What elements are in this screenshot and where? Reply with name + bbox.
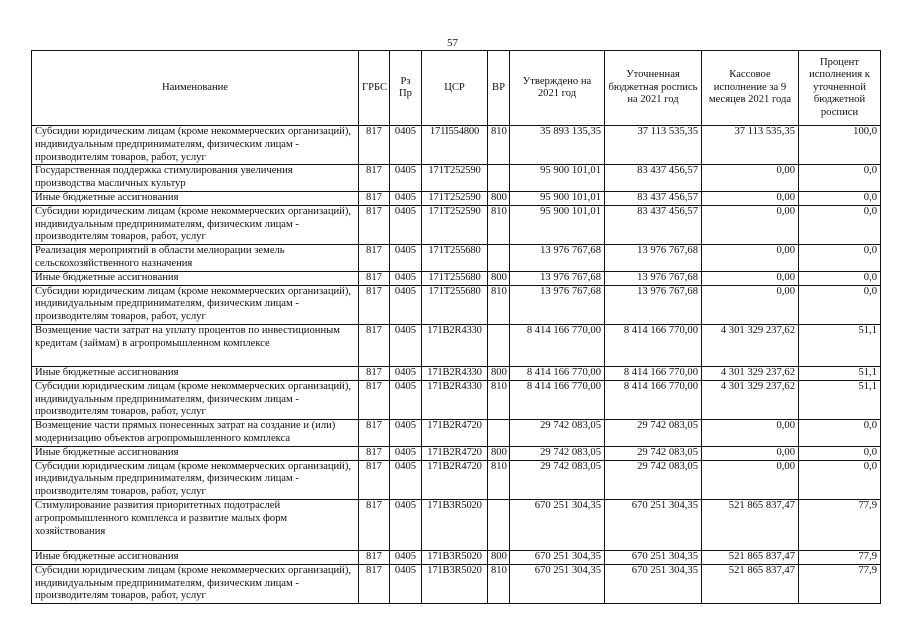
cell-approved: 35 893 135,35 (510, 126, 605, 165)
cell-refined: 29 742 083,05 (605, 446, 702, 460)
cell-percent: 0,0 (799, 191, 881, 205)
cell-approved: 670 251 304,35 (510, 499, 605, 550)
cell-csr: 171T252590 (422, 165, 488, 192)
cell-cash: 4 301 329 237,62 (702, 324, 799, 366)
cell-csr: 171B2R4720 (422, 460, 488, 499)
cell-name: Иные бюджетные ассигнования (32, 550, 359, 564)
col-header-vr: ВР (488, 51, 510, 126)
cell-csr: 171B2R4720 (422, 446, 488, 460)
cell-approved: 13 976 767,68 (510, 285, 605, 324)
cell-rzpr: 0405 (390, 380, 422, 419)
cell-approved: 95 900 101,01 (510, 191, 605, 205)
cell-name: Иные бюджетные ассигнования (32, 191, 359, 205)
cell-vr: 810 (488, 460, 510, 499)
cell-csr: 171B2R4720 (422, 420, 488, 447)
cell-refined: 29 742 083,05 (605, 420, 702, 447)
cell-grbs: 817 (359, 324, 390, 366)
cell-percent: 77,9 (799, 550, 881, 564)
cell-rzpr: 0405 (390, 420, 422, 447)
cell-approved: 13 976 767,68 (510, 245, 605, 272)
cell-vr: 810 (488, 564, 510, 603)
cell-grbs: 817 (359, 126, 390, 165)
col-header-approved: Утверждено на 2021 год (510, 51, 605, 126)
cell-vr: 800 (488, 191, 510, 205)
table-row (32, 420, 881, 447)
cell-refined: 13 976 767,68 (605, 271, 702, 285)
cell-cash: 0,00 (702, 285, 799, 324)
cell-refined: 83 437 456,57 (605, 191, 702, 205)
cell-approved: 13 976 767,68 (510, 271, 605, 285)
cell-name: Иные бюджетные ассигнования (32, 271, 359, 285)
cell-percent: 51,1 (799, 366, 881, 380)
cell-name: Иные бюджетные ассигнования (32, 446, 359, 460)
cell-name: Субсидии юридическим лицам (кроме некоммерческих организаций), индивидуальным предпринимателям, физическим лицам - производителям товаров, работ, услуг (32, 380, 359, 419)
cell-percent: 77,9 (799, 499, 881, 550)
cell-vr (488, 245, 510, 272)
col-header-cash: Кассовое исполнение за 9 месяцев 2021 года (702, 51, 799, 126)
cell-rzpr: 0405 (390, 366, 422, 380)
cell-refined: 8 414 166 770,00 (605, 380, 702, 419)
table-row (32, 564, 881, 603)
cell-rzpr: 0405 (390, 460, 422, 499)
cell-grbs: 817 (359, 564, 390, 603)
cell-vr: 810 (488, 285, 510, 324)
cell-vr: 800 (488, 271, 510, 285)
cell-csr: 171B2R4330 (422, 380, 488, 419)
cell-cash: 0,00 (702, 271, 799, 285)
cell-rzpr: 0405 (390, 191, 422, 205)
cell-approved: 29 742 083,05 (510, 420, 605, 447)
cell-vr: 810 (488, 126, 510, 165)
cell-rzpr: 0405 (390, 499, 422, 550)
cell-approved: 29 742 083,05 (510, 460, 605, 499)
cell-rzpr: 0405 (390, 285, 422, 324)
cell-vr: 810 (488, 205, 510, 244)
cell-percent: 0,0 (799, 165, 881, 192)
cell-vr: 800 (488, 446, 510, 460)
cell-percent: 0,0 (799, 205, 881, 244)
cell-rzpr: 0405 (390, 245, 422, 272)
cell-approved: 95 900 101,01 (510, 165, 605, 192)
cell-approved: 95 900 101,01 (510, 205, 605, 244)
cell-name: Субсидии юридическим лицам (кроме некоммерческих организаций), индивидуальным предпринимателям, физическим лицам - производителям товаров, работ, услуг (32, 460, 359, 499)
budget-execution-table (31, 50, 881, 604)
table-row (32, 205, 881, 244)
cell-percent: 0,0 (799, 460, 881, 499)
cell-rzpr: 0405 (390, 550, 422, 564)
cell-csr: 171B3R5020 (422, 564, 488, 603)
cell-vr (488, 499, 510, 550)
cell-csr: 171T255680 (422, 285, 488, 324)
cell-percent: 0,0 (799, 285, 881, 324)
table-row (32, 366, 881, 380)
col-header-name: Наименование (32, 51, 359, 126)
table-row (32, 460, 881, 499)
cell-grbs: 817 (359, 165, 390, 192)
cell-cash: 521 865 837,47 (702, 564, 799, 603)
col-header-percent: Процент исполнения к уточненной бюджетной росписи (799, 51, 881, 126)
table-row (32, 165, 881, 192)
cell-approved: 670 251 304,35 (510, 564, 605, 603)
cell-vr: 800 (488, 366, 510, 380)
cell-name: Возмещение части прямых понесенных затрат на создание и (или) модернизацию объектов агропромышленного комплекса (32, 420, 359, 447)
cell-csr: 171T255680 (422, 245, 488, 272)
cell-csr: 171B3R5020 (422, 550, 488, 564)
cell-name: Государственная поддержка стимулирования увеличения производства масличных культур (32, 165, 359, 192)
cell-name: Возмещение части затрат на уплату процентов по инвестиционным кредитам (займам) в агропромышленном комплексе (32, 324, 359, 366)
cell-csr: 171T252590 (422, 205, 488, 244)
cell-rzpr: 0405 (390, 126, 422, 165)
page-number: 57 (447, 37, 458, 49)
cell-approved: 8 414 166 770,00 (510, 366, 605, 380)
cell-name: Субсидии юридическим лицам (кроме некоммерческих организаций), индивидуальным предпринимателям, физическим лицам - производителям товаров, работ, услуг (32, 205, 359, 244)
cell-cash: 0,00 (702, 460, 799, 499)
cell-csr: 171B2R4330 (422, 324, 488, 366)
cell-grbs: 817 (359, 550, 390, 564)
cell-grbs: 817 (359, 205, 390, 244)
cell-grbs: 817 (359, 446, 390, 460)
cell-cash: 0,00 (702, 191, 799, 205)
cell-refined: 8 414 166 770,00 (605, 324, 702, 366)
col-header-csr: ЦСР (422, 51, 488, 126)
cell-rzpr: 0405 (390, 165, 422, 192)
cell-cash: 0,00 (702, 446, 799, 460)
cell-approved: 670 251 304,35 (510, 550, 605, 564)
cell-vr: 800 (488, 550, 510, 564)
table-row (32, 324, 881, 366)
cell-refined: 13 976 767,68 (605, 285, 702, 324)
cell-percent: 51,1 (799, 324, 881, 366)
cell-grbs: 817 (359, 245, 390, 272)
cell-vr (488, 420, 510, 447)
cell-refined: 37 113 535,35 (605, 126, 702, 165)
cell-percent: 0,0 (799, 245, 881, 272)
table-row (32, 191, 881, 205)
cell-grbs: 817 (359, 460, 390, 499)
cell-approved: 8 414 166 770,00 (510, 324, 605, 366)
cell-refined: 83 437 456,57 (605, 205, 702, 244)
cell-refined: 670 251 304,35 (605, 550, 702, 564)
cell-cash: 521 865 837,47 (702, 499, 799, 550)
cell-refined: 13 976 767,68 (605, 245, 702, 272)
cell-percent: 100,0 (799, 126, 881, 165)
cell-csr: 171T255680 (422, 271, 488, 285)
cell-refined: 8 414 166 770,00 (605, 366, 702, 380)
cell-grbs: 817 (359, 420, 390, 447)
cell-cash: 0,00 (702, 245, 799, 272)
cell-grbs: 817 (359, 499, 390, 550)
col-header-grbs: ГРБС (359, 51, 390, 126)
cell-grbs: 817 (359, 191, 390, 205)
cell-approved: 29 742 083,05 (510, 446, 605, 460)
cell-rzpr: 0405 (390, 205, 422, 244)
cell-csr: 171I554800 (422, 126, 488, 165)
cell-approved: 8 414 166 770,00 (510, 380, 605, 419)
cell-name: Реализация мероприятий в области мелиорации земель сельскохозяйственного назначения (32, 245, 359, 272)
cell-refined: 83 437 456,57 (605, 165, 702, 192)
col-header-rzpr: Рз Пр (390, 51, 422, 126)
cell-name: Иные бюджетные ассигнования (32, 366, 359, 380)
cell-cash: 37 113 535,35 (702, 126, 799, 165)
cell-cash: 0,00 (702, 165, 799, 192)
cell-csr: 171T252590 (422, 191, 488, 205)
cell-rzpr: 0405 (390, 446, 422, 460)
table-row (32, 285, 881, 324)
table-row (32, 271, 881, 285)
cell-cash: 4 301 329 237,62 (702, 380, 799, 419)
cell-name: Субсидии юридическим лицам (кроме некоммерческих организаций), индивидуальным предпринимателям, физическим лицам - производителям товаров, работ, услуг (32, 126, 359, 165)
cell-vr (488, 324, 510, 366)
cell-csr: 171B3R5020 (422, 499, 488, 550)
header-row (32, 51, 881, 126)
cell-rzpr: 0405 (390, 271, 422, 285)
cell-cash: 4 301 329 237,62 (702, 366, 799, 380)
cell-name: Стимулирование развития приоритетных подотраслей агропромышленного комплекса и развитие малых форм хозяйствования (32, 499, 359, 550)
cell-rzpr: 0405 (390, 564, 422, 603)
cell-rzpr: 0405 (390, 324, 422, 366)
table-row (32, 245, 881, 272)
cell-grbs: 817 (359, 380, 390, 419)
cell-refined: 670 251 304,35 (605, 564, 702, 603)
cell-percent: 51,1 (799, 380, 881, 419)
table-row (32, 446, 881, 460)
cell-percent: 77,9 (799, 564, 881, 603)
cell-percent: 0,0 (799, 446, 881, 460)
cell-csr: 171B2R4330 (422, 366, 488, 380)
cell-percent: 0,0 (799, 271, 881, 285)
cell-name: Субсидии юридическим лицам (кроме некоммерческих организаций), индивидуальным предпринимателям, физическим лицам - производителям товаров, работ, услуг (32, 285, 359, 324)
table-row (32, 550, 881, 564)
cell-cash: 0,00 (702, 420, 799, 447)
cell-grbs: 817 (359, 285, 390, 324)
cell-refined: 29 742 083,05 (605, 460, 702, 499)
table-row (32, 380, 881, 419)
cell-cash: 0,00 (702, 205, 799, 244)
table-row (32, 126, 881, 165)
cell-percent: 0,0 (799, 420, 881, 447)
table-row (32, 499, 881, 550)
cell-vr: 810 (488, 380, 510, 419)
cell-grbs: 817 (359, 271, 390, 285)
cell-name: Субсидии юридическим лицам (кроме некоммерческих организаций), индивидуальным предпринимателям, физическим лицам - производителям товаров, работ, услуг (32, 564, 359, 603)
cell-cash: 521 865 837,47 (702, 550, 799, 564)
cell-grbs: 817 (359, 366, 390, 380)
cell-vr (488, 165, 510, 192)
cell-refined: 670 251 304,35 (605, 499, 702, 550)
col-header-refined: Уточненная бюджетная роспись на 2021 год (605, 51, 702, 126)
